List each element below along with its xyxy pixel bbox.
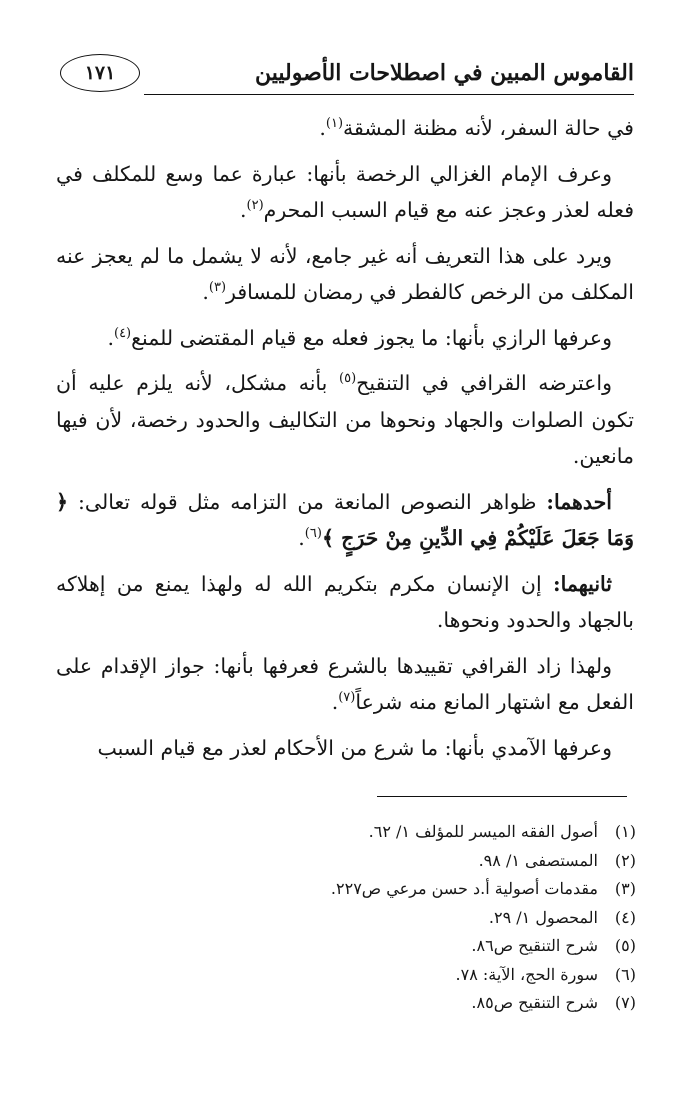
- paragraph: [56, 238, 634, 311]
- footnote: [58, 932, 636, 961]
- punctuation: .: [107, 325, 114, 350]
- paragraph-text: ظواهر النصوص المانعة من التزامه مثل قوله تعالى:: [77, 489, 537, 514]
- header-rule: [144, 94, 634, 95]
- footnote-number: (٧): [614, 993, 636, 1012]
- footnote-number: (٤): [614, 907, 636, 927]
- footnote-ref: (٥): [339, 371, 357, 387]
- paragraph-text: ويرد على هذا التعريف أنه غير جامع، لأنه لا يشمل ما لم يعجز عنه المكلف من الرخص كالفطر في رمضان للمسافر: [56, 243, 634, 304]
- footnote: [58, 875, 636, 904]
- footnote-number: (٣): [614, 879, 636, 898]
- footnote-ref: (١): [325, 116, 344, 132]
- page-header: [60, 54, 634, 98]
- footnote-ref: (٦): [304, 526, 322, 542]
- footnote: [58, 847, 636, 876]
- footnote-number: (٥): [614, 936, 636, 955]
- footnote-ref: (٣): [208, 280, 227, 296]
- paragraph-text: ولهذا زاد القرافي تقييدها بالشرع فعرفها بأنها: جواز الإقدام على الفعل مع اشتهار المانع منه شرعاً: [56, 653, 634, 714]
- paragraph-text: وعرف الإمام الغزالي الرخصة بأنها: عبارة عما وسع للمكلف في فعله لعذر وعجز عنه مع قيام السبب المحرم: [56, 161, 634, 222]
- paragraph-text: وعرفها الرازي بأنها: ما يجوز فعله مع قيام المقتضى للمنع: [131, 325, 612, 350]
- footnote: [58, 961, 636, 990]
- paragraph: [56, 156, 634, 229]
- footnote-text: شرح التنقيح ص٨٦.: [471, 936, 598, 955]
- term-label: أحدهما:: [546, 489, 612, 514]
- footnote-text: أصول الفقه الميسر للمؤلف ١/ ٦٢.: [368, 822, 598, 841]
- paragraph: [56, 566, 634, 639]
- footnote: [58, 818, 636, 847]
- punctuation: .: [331, 690, 339, 714]
- page-number: ١٧١: [60, 54, 140, 92]
- punctuation: .: [239, 198, 247, 222]
- footnote-text: سورة الحج، الآية: ٧٨.: [455, 964, 598, 984]
- footnote-separator: [377, 796, 627, 797]
- footnote-number: (٢): [614, 850, 636, 870]
- footnotes-list: [58, 818, 636, 1018]
- footnote-text: شرح التنقيح ص٨٥.: [471, 993, 598, 1012]
- paragraph: [56, 730, 634, 767]
- paragraph: [56, 110, 634, 147]
- footnote-text: المحصول ١/ ٢٩.: [488, 907, 598, 927]
- running-title: القاموس المبين في اصطلاحات الأصوليين: [255, 60, 634, 86]
- footnote-ref: (٧): [338, 690, 356, 706]
- main-text: [56, 110, 634, 775]
- punctuation: .: [202, 280, 209, 304]
- paragraph: [56, 365, 634, 475]
- footnote: [58, 904, 636, 933]
- term-label: ثانيهما:: [553, 571, 612, 596]
- footnote-text: المستصفى ١/ ٩٨.: [478, 850, 598, 870]
- footnote-text: مقدمات أصولية أ.د حسن مرعي ص٢٢٧.: [330, 879, 598, 898]
- footnote-number: (١): [614, 822, 636, 841]
- paragraph-text: إن الإنسان مكرم بتكريم الله له ولهذا يمنع من إهلاكه بالجهاد والحدود ونحوها.: [56, 571, 634, 632]
- footnote: [58, 989, 636, 1018]
- punctuation: .: [298, 526, 305, 550]
- footnote-number: (٦): [614, 964, 636, 984]
- paragraph-text: وعرفها الآمدي بأنها: ما شرع من الأحكام لعذر مع قيام السبب: [97, 735, 612, 760]
- paragraph: [56, 648, 634, 721]
- paragraph-text: في حالة السفر، لأنه مظنة المشقة: [343, 116, 634, 140]
- paragraph-text: بأنه مشكل، لأنه يلزم عليه أن تكون الصلوات والجهاد ونحوها من التكاليف والحدود رخصة، لأن فيها مانعين.: [56, 371, 634, 468]
- paragraph: [56, 484, 634, 557]
- punctuation: .: [319, 116, 326, 140]
- footnote-ref: (٤): [113, 325, 132, 341]
- quran-verse: ﴿ وَمَا جَعَلَ عَلَيْكُمْ فِي الدِّينِ مِنْ حَرَجٍ ﴾: [56, 489, 634, 550]
- paragraph: [56, 320, 634, 357]
- footnote-ref: (٢): [246, 198, 264, 214]
- paragraph-text: واعترضه القرافي في التنقيح: [356, 371, 612, 395]
